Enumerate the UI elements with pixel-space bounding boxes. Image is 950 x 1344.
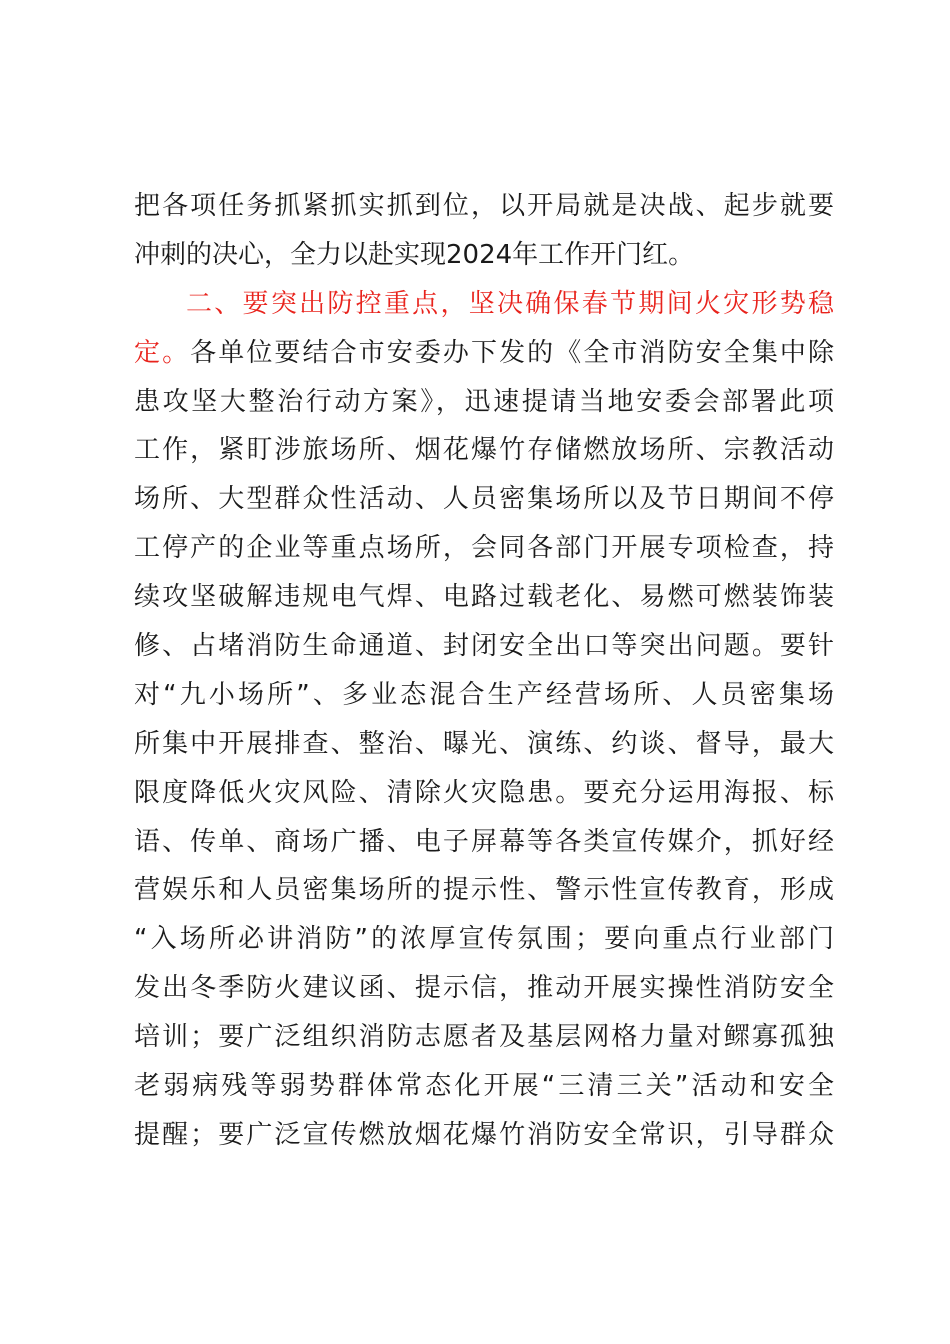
paragraph-2-line-9: 所集中开展排查、整治、曝光、演练、约谈、督导，最大 (134, 728, 834, 759)
paragraph-2-line-7: 修、占堵消防生命通道、封闭安全出口等突出问题。要针 (134, 631, 834, 662)
paragraph-1-line-1: 把各项任务抓紧抓实抓到位，以开局就是决战、起步就要 (134, 191, 834, 221)
section-heading-line-2: 定。 (134, 337, 191, 368)
paragraph-2-line-1-text: 各单位要结合市安委办下发的《全市消防安全集中除 (190, 337, 834, 368)
paragraph-2-line-11: 语、传单、商场广播、电子屏幕等各类宣传媒介，抓好经 (134, 826, 834, 857)
paragraph-2-line-1 (134, 329, 834, 378)
paragraph-2-line-5: 工停产的企业等重点场所，会同各部门开展专项检查，持 (134, 533, 834, 564)
paragraph-1-line-2: 冲刺的决心，全力以赴实现2024年工作开门红。 (134, 239, 695, 270)
paragraph-2-line-3: 工作，紧盯涉旅场所、烟花爆竹存储燃放场所、宗教活动 (134, 435, 834, 466)
paragraph-2-line-2: 患攻坚大整治行动方案》，迅速提请当地安委会部署此项 (134, 386, 834, 417)
paragraph-2-line-15: 培训；要广泛组织消防志愿者及基层网格力量对鳏寡孤独 (134, 1022, 834, 1053)
paragraph-2-line-4: 场所、大型群众性活动、人员密集场所以及节日期间不停 (134, 484, 834, 515)
paragraph-2-line-6: 续攻坚破解违规电气焊、电路过载老化、易燃可燃装饰装 (134, 582, 834, 613)
paragraph-2-line-14: 发出冬季防火建议函、提示信，推动开展实操性消防安全 (134, 973, 834, 1004)
paragraph-2-line-13: “入场所必讲消防”的浓厚宣传氛围；要向重点行业部门 (134, 924, 834, 955)
section-heading-line-1: 二、要突出防控重点，坚决确保春节期间火灾形势稳 (186, 288, 834, 319)
paragraph-2-line-10: 限度降低火灾风险、清除火灾隐患。要充分运用海报、标 (134, 777, 834, 808)
paragraph-2-line-8: 对“九小场所”、多业态混合生产经营场所、人员密集场 (134, 679, 834, 710)
paragraph-2-line-16: 老弱病残等弱势群体常态化开展“三清三关”活动和安全 (134, 1071, 834, 1102)
document-body (134, 182, 834, 1160)
paragraph-2-line-17: 提醒；要广泛宣传燃放烟花爆竹消防安全常识，引导群众 (134, 1119, 834, 1150)
paragraph-2-line-12: 营娱乐和人员密集场所的提示性、警示性宣传教育，形成 (134, 875, 834, 906)
